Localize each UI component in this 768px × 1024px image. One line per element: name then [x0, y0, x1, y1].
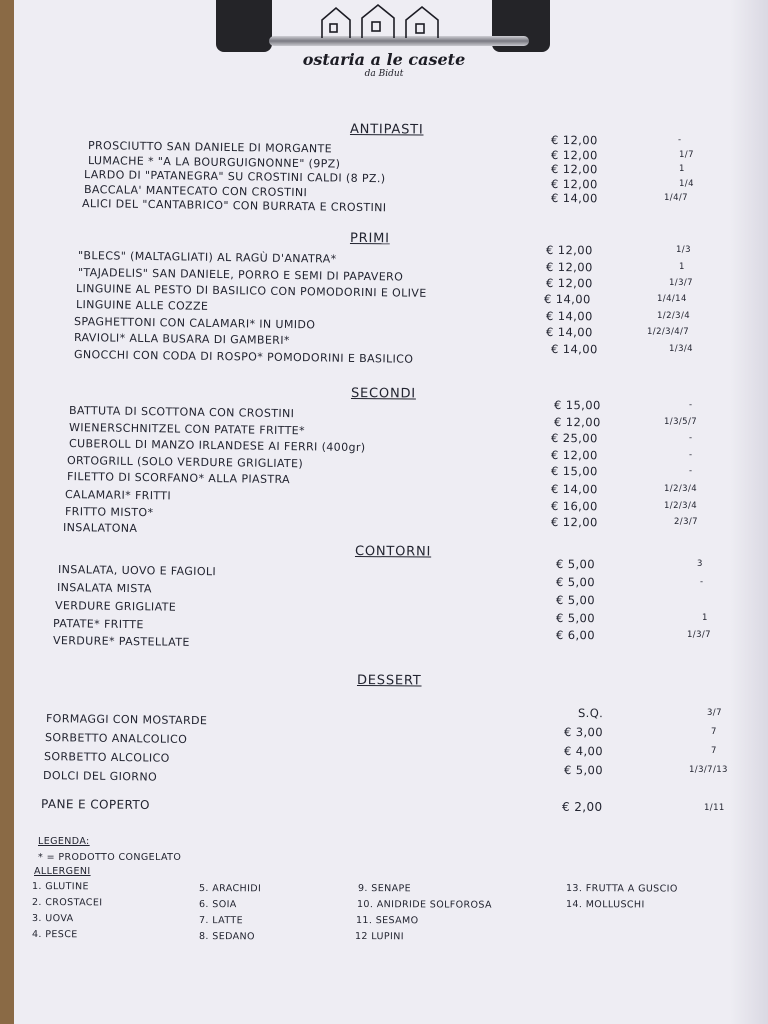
menu-item-price: € 5,00	[555, 593, 596, 608]
allergen-entry: 13. FRUTTA A GUSCIO	[565, 883, 678, 895]
section-title: CONTORNI	[354, 544, 432, 560]
menu-item-name: RAVIOLI* ALLA BUSARA DI GAMBERI*	[73, 331, 290, 348]
menu-item-name: WIENERSCHNITZEL CON PATATE FRITTE*	[68, 421, 306, 438]
menu-item-price: € 12,00	[550, 133, 598, 148]
menu-item-allergens: -	[700, 577, 704, 587]
menu-item-allergens: -	[678, 135, 682, 145]
menu-item-name: SORBETTO ALCOLICO	[43, 750, 170, 765]
allergen-entry: 8. SEDANO	[198, 931, 255, 943]
menu-item-name: "BLECS" (MALTAGLIATI) AL RAGÙ D'ANATRA*	[77, 249, 337, 266]
menu-item-allergens: 1/3	[676, 245, 691, 255]
menu-item-allergens: 7	[711, 727, 717, 737]
allergens-title: ALLERGENI	[34, 866, 91, 877]
menu-item-name: DOLCI DEL GIORNO	[42, 769, 158, 784]
menu-item-allergens: -	[689, 450, 693, 460]
menu-item-price: € 3,00	[563, 725, 604, 740]
menu-item-price: € 25,00	[550, 431, 598, 446]
menu-item-allergens: 3	[697, 559, 703, 569]
menu-item-allergens: 1/3/4	[669, 344, 693, 354]
legend-frozen-note: * = PRODOTTO CONGELATO	[38, 852, 182, 863]
menu-item-name: CALAMARI* FRITTI	[64, 488, 172, 503]
menu-item-price: € 5,00	[563, 763, 604, 778]
menu-item-price: € 4,00	[563, 744, 604, 759]
menu-item-allergens: 1/2/3/4/7	[647, 327, 690, 337]
menu-item-name: PATATE* FRITTE	[52, 617, 144, 632]
menu-item-name: VERDURE GRIGLIATE	[54, 599, 177, 614]
menu-item-name: GNOCCHI CON CODA DI ROSPO* POMODORINI E BASILICO	[73, 348, 414, 366]
menu-item-price: € 12,00	[550, 515, 598, 530]
menu-item-price: € 15,00	[553, 398, 601, 413]
menu-item-price: € 16,00	[550, 499, 598, 514]
section-title: PRIMI	[349, 231, 390, 247]
menu-item-name: LARDO DI "PATANEGRA" SU CROSTINI CALDI (8 PZ.)	[83, 168, 386, 186]
menu-item-name: FILETTO DI SCORFANO* ALLA PIASTRA	[66, 470, 291, 487]
menu-item-name: BACCALA' MANTECATO CON CROSTINI	[83, 183, 308, 200]
menu-item-price: € 15,00	[550, 464, 598, 479]
menu-item-name: LINGUINE ALLE COZZE	[75, 298, 209, 313]
menu-item-allergens: 1/3/7	[687, 630, 711, 640]
menu-item-price: € 14,00	[550, 191, 598, 206]
legend-title: LEGENDA:	[38, 836, 90, 847]
menu-item-name: INSALATA, UOVO E FAGIOLI	[57, 563, 217, 579]
menu-item-name: SPAGHETTONI CON CALAMARI* IN UMIDO	[73, 315, 316, 332]
menu-item-name: INSALATA MISTA	[56, 581, 152, 596]
menu-item-price: € 5,00	[555, 575, 596, 590]
menu-item-allergens: 2/3/7	[674, 517, 698, 527]
section-title: ANTIPASTI	[349, 122, 424, 138]
menu-item-name: LINGUINE AL PESTO DI BASILICO CON POMODORINI E OLIVE	[75, 282, 427, 300]
allergen-entry: 12 LUPINI	[354, 931, 404, 943]
allergen-entry: 14. MOLLUSCHI	[565, 899, 645, 911]
cover-price: € 2,00	[562, 800, 603, 814]
menu-item-price: € 12,00	[545, 243, 593, 258]
menu-item-allergens: 1/3/7	[669, 278, 693, 288]
allergen-entry: 1. GLUTINE	[31, 881, 89, 893]
menu-item-name: FORMAGGI CON MOSTARDE	[45, 712, 208, 728]
allergen-entry: 2. CROSTACEI	[31, 897, 103, 909]
menu-item-price: S.Q.	[577, 706, 604, 721]
menu-item-price: € 14,00	[545, 309, 593, 324]
menu-item-name: PROSCIUTTO SAN DANIELE DI MORGANTE	[87, 139, 333, 156]
menu-item-price: € 12,00	[550, 162, 598, 177]
menu-item-allergens: 1/2/3/4	[657, 311, 691, 321]
menu-item-name: "TAJADELIS" SAN DANIELE, PORRO E SEMI DI PAPAVERO	[77, 266, 404, 284]
menu-item-price: € 5,00	[555, 557, 596, 572]
menu-item-allergens: 1/4/14	[657, 294, 687, 304]
menu-item-allergens: 3/7	[707, 708, 722, 718]
clipboard-clip-left	[216, 0, 272, 52]
menu-item-allergens: 1	[702, 613, 708, 623]
cover-name: PANE E COPERTO	[40, 797, 150, 812]
menu-item-name: ORTOGRILL (SOLO VERDURE GRIGLIATE)	[66, 454, 304, 471]
menu-item-price: € 14,00	[543, 292, 591, 307]
restaurant-name: ostaria a le casete	[302, 50, 466, 69]
allergen-entry: 3. UOVA	[31, 913, 74, 925]
allergen-entry: 4. PESCE	[31, 929, 78, 941]
allergen-entry: 10. ANIDRIDE SOLFOROSA	[356, 899, 492, 911]
menu-item-name: SORBETTO ANALCOLICO	[44, 731, 188, 746]
menu-item-allergens: -	[689, 466, 693, 476]
allergen-entry: 9. SENAPE	[357, 883, 412, 895]
menu-item-allergens: 7	[711, 746, 717, 756]
cover-allergens: 1/11	[704, 803, 725, 813]
menu-item-allergens: 1	[679, 164, 685, 174]
menu-item-price: € 6,00	[555, 628, 596, 643]
menu-item-allergens: 1/4/7	[664, 193, 688, 203]
menu-item-allergens: -	[689, 400, 693, 410]
menu-item-name: ALICI DEL "CANTABRICO" CON BURRATA E CROSTINI	[81, 197, 387, 215]
section-title: SECONDI	[350, 386, 417, 402]
menu-item-name: FRITTO MISTO*	[64, 505, 154, 520]
section-title: DESSERT	[356, 673, 422, 689]
menu-item-name: CUBEROLL DI MANZO IRLANDESE AI FERRI (400gr)	[68, 437, 366, 455]
menu-item-allergens: 1/4	[679, 179, 694, 189]
menu-item-name: VERDURE* PASTELLATE	[52, 634, 190, 649]
menu-sheet	[14, 0, 768, 1024]
menu-item-price: € 12,00	[545, 260, 593, 275]
menu-item-price: € 12,00	[550, 448, 598, 463]
menu-item-price: € 5,00	[555, 611, 596, 626]
menu-item-price: € 14,00	[545, 325, 593, 340]
menu-item-allergens: 1/2/3/4	[664, 484, 698, 494]
menu-item-price: € 14,00	[550, 342, 598, 357]
menu-item-name: INSALATONA	[62, 521, 138, 536]
menu-item-allergens: -	[689, 433, 693, 443]
houses-logo	[314, 0, 464, 40]
allergen-entry: 11. SESAMO	[355, 915, 419, 927]
menu-item-price: € 12,00	[550, 177, 598, 192]
menu-item-allergens: 1	[679, 262, 685, 272]
menu-item-name: BATTUTA DI SCOTTONA CON CROSTINI	[68, 404, 295, 421]
menu-item-price: € 12,00	[553, 415, 601, 430]
allergen-entry: 5. ARACHIDI	[198, 883, 262, 895]
menu-item-allergens: 1/7	[679, 150, 694, 160]
menu-item-price: € 12,00	[550, 148, 598, 163]
menu-item-allergens: 1/3/5/7	[664, 417, 698, 427]
menu-item-price: € 12,00	[545, 276, 593, 291]
menu-item-price: € 14,00	[550, 482, 598, 497]
allergen-entry: 6. SOIA	[198, 899, 237, 911]
menu-item-name: LUMACHE * "A LA BOURGUIGNONNE" (9PZ)	[87, 154, 341, 171]
menu-item-allergens: 1/3/7/13	[689, 765, 728, 775]
restaurant-subtitle: da Bidut	[364, 69, 404, 79]
menu-item-allergens: 1/2/3/4	[664, 501, 698, 511]
allergen-entry: 7. LATTE	[198, 915, 244, 927]
